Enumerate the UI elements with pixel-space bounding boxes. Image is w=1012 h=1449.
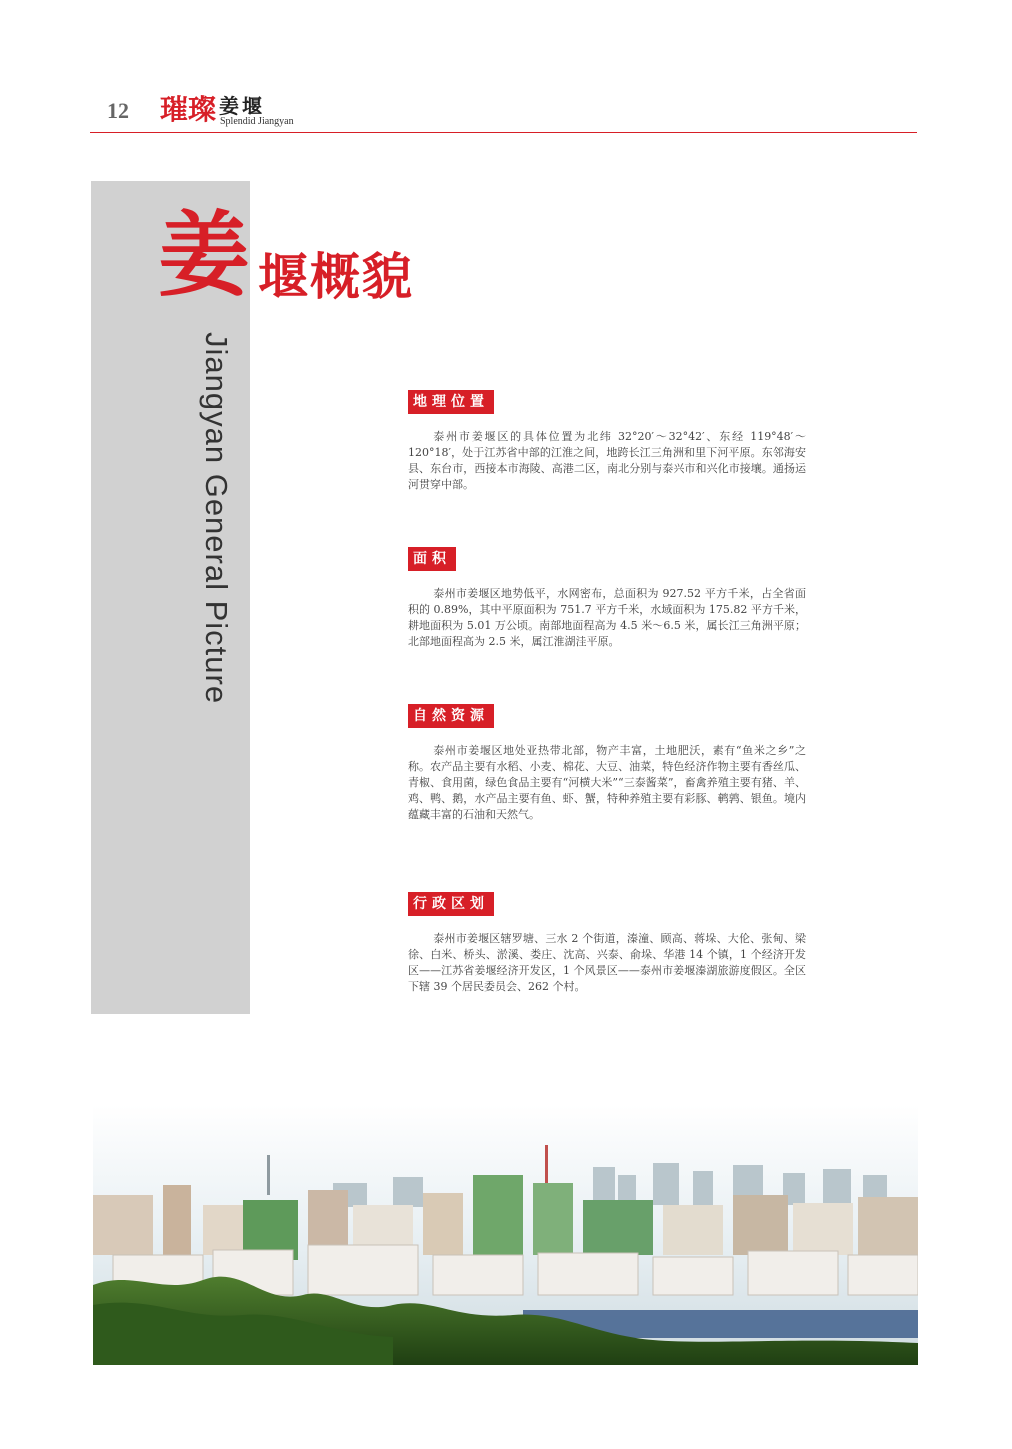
section-paragraph: 泰州市姜堰区地势低平，水网密布，总面积为 927.52 平方千米，占全省面积的 0.89%，其中平原面积为 751.7 平方千米，水域面积为 175.82 平方千米，耕地面积为 5.01 万公顷。南部地面程高为 4.5 米～6.5 米，属长江三角洲平原；北部地面程高为 2.5 米，属江淮湖洼平原。 bbox=[408, 587, 806, 648]
city-skyline-photo bbox=[93, 1105, 918, 1365]
section-heading: 面积 bbox=[408, 547, 456, 571]
page-number: 12 bbox=[107, 98, 129, 123]
section-heading: 自然资源 bbox=[408, 704, 494, 728]
section-paragraph: 泰州市姜堰区地处亚热带北部，物产丰富，土地肥沃，素有“鱼米之乡”之称。农产品主要有水稻、小麦、棉花、大豆、油菜，特色经济作物主要有香丝瓜、青椒、食用菌，绿色食品主要有“河横大米”“三泰酱菜”，畜禽养殖主要有猪、羊、鸡、鸭、鹅，水产品主要有鱼、虾、蟹，特种养殖主要有彩豚、鹌鹑、银鱼。境内蕴藏丰富的石油和天然气。 bbox=[408, 744, 806, 821]
brand-logo-red: 璀璨 bbox=[160, 93, 217, 126]
brand-logo-black: 姜堰 bbox=[219, 94, 265, 118]
section-resources bbox=[408, 704, 806, 823]
brand-subtitle: Splendid Jiangyan bbox=[220, 116, 294, 127]
section-heading: 行政区划 bbox=[408, 892, 494, 916]
header-rule bbox=[90, 132, 917, 133]
page-title: 堰概貌 bbox=[258, 248, 414, 306]
section-paragraph: 泰州市姜堰区辖罗塘、三水 2 个街道，溱潼、顾高、蒋垛、大伦、张甸、梁徐、白米、桥头、淤溪、娄庄、沈高、兴泰、俞垛、华港 14 个镇，1 个经济开发区——江苏省姜堰经济开发区，1 个风景区——泰州市姜堰溱湖旅游度假区。全区下辖 39 个居民委员会、262 个村。 bbox=[408, 932, 806, 993]
vertical-subtitle: Jiangyan General Picture bbox=[199, 332, 234, 705]
section-paragraph: 泰州市姜堰区的具体位置为北纬 32°20′～32°42′、东经 119°48′～120°18′，处于江苏省中部的江淮之间，地跨长江三角洲和里下河平原。东邻海安县、东台市，西接本市海陵、高港二区，南北分别与泰兴市和兴化市接壤。通扬运河贯穿中部。 bbox=[408, 430, 806, 491]
section-admin bbox=[408, 892, 806, 995]
section-area bbox=[408, 547, 806, 650]
title-big-char: 姜 bbox=[158, 202, 251, 309]
section-location bbox=[408, 390, 806, 493]
section-heading: 地理位置 bbox=[408, 390, 494, 414]
